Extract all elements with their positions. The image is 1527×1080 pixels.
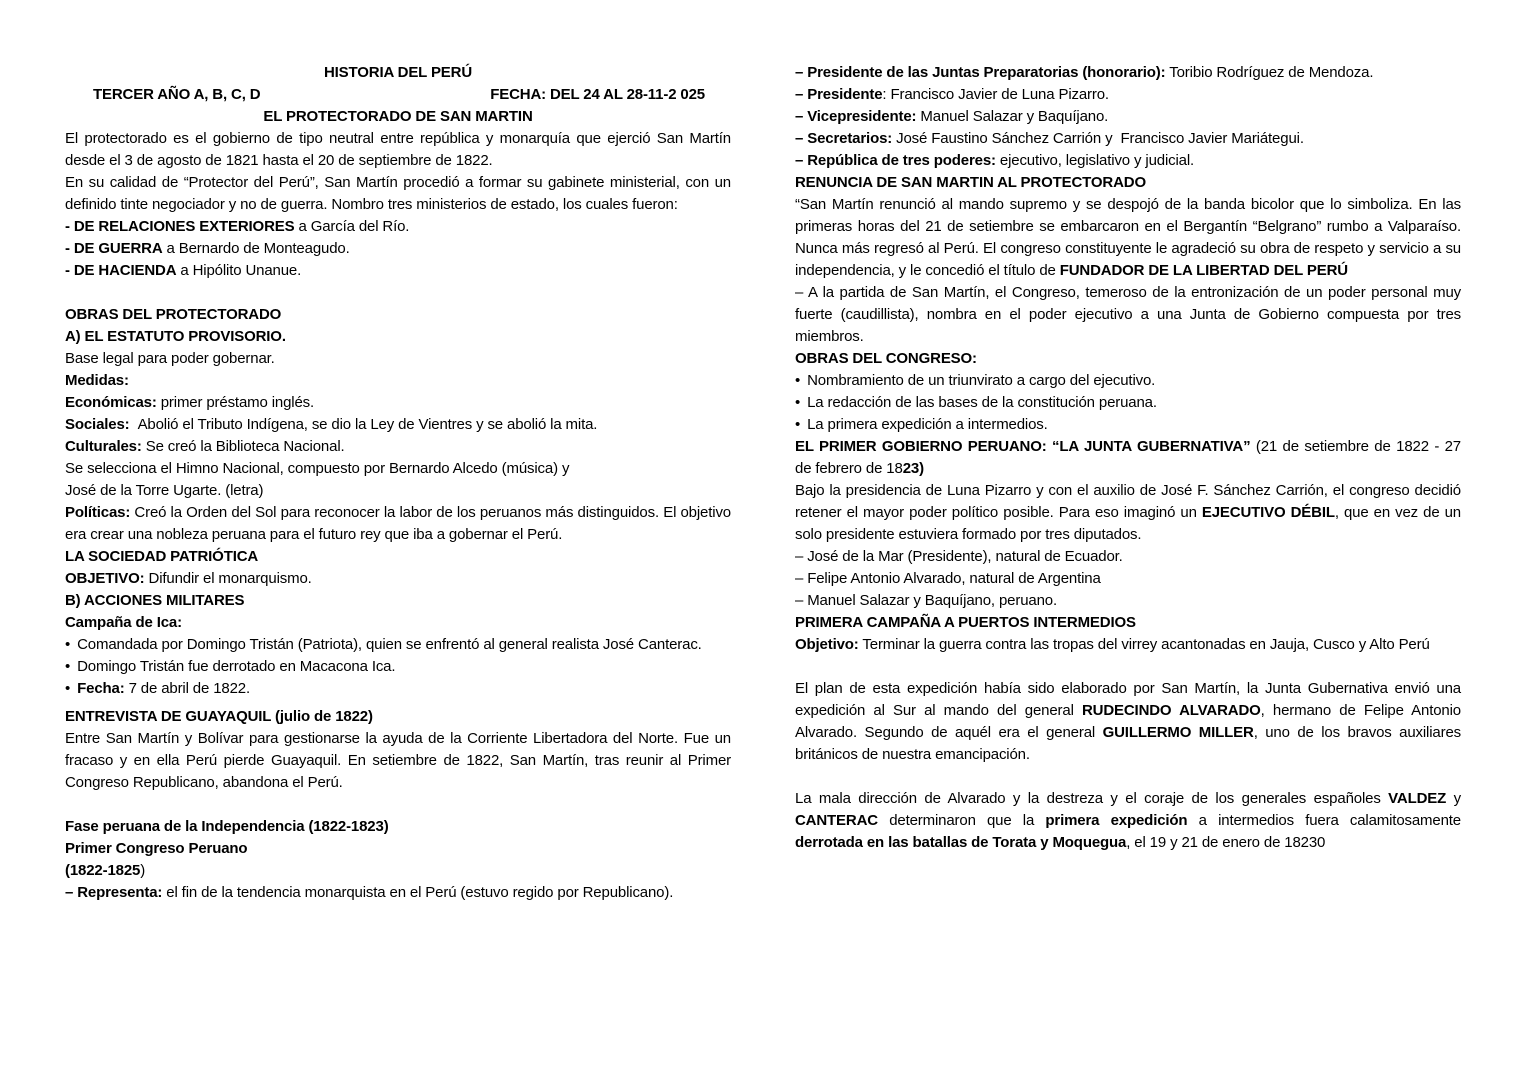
- list-line: [795, 590, 1461, 612]
- paragraph: [795, 436, 1461, 480]
- section-heading: [65, 816, 731, 838]
- paragraph: [65, 392, 731, 414]
- text-run: (21 de setiembre de 1822 - 27 de febrero de 18: [795, 438, 1461, 477]
- text-run: a García del Río.: [294, 218, 410, 235]
- text-run: – A la partida de San Martín, el Congreso, temeroso de la entronización de un poder personal muy fuerte (caudillista), nombra en el poder ejecutivo a una Junta de Gobierno compuesta por tres miembros.: [795, 284, 1461, 345]
- section-heading: [65, 326, 731, 348]
- list-line: [795, 62, 1461, 84]
- paragraph: [65, 458, 731, 480]
- text-run: , hermano de Felipe Antonio Alvarado. Segundo de aquél era el general: [795, 702, 1461, 741]
- text-run-bold: Políticas:: [65, 504, 131, 521]
- text-run-bold: EL PROTECTORADO DE SAN MARTIN: [263, 108, 533, 125]
- list-line: [795, 568, 1461, 590]
- text-run: La primera expedición a intermedios.: [807, 416, 1048, 433]
- text-run: ): [140, 862, 146, 879]
- section-heading: [795, 172, 1461, 194]
- text-run-bold: Representa:: [77, 884, 163, 901]
- list-line: [795, 106, 1461, 128]
- paragraph: [65, 414, 731, 436]
- blank-line: [795, 656, 1461, 678]
- text-run-bold: Objetivo:: [795, 636, 859, 653]
- text-run-bold: EL PRIMER GOBIERNO PERUANO: “LA JUNTA GUBERNATIVA”: [795, 438, 1256, 455]
- text-run: Toribio Rodríguez de Mendoza.: [1165, 64, 1374, 81]
- text-run-bold: VALDEZ: [1388, 790, 1447, 807]
- text-run: primer préstamo inglés.: [156, 394, 315, 411]
- bullet-icon: •: [65, 658, 71, 675]
- paragraph: [65, 728, 731, 794]
- text-run-bold: LA SOCIEDAD PATRIÓTICA: [65, 548, 259, 565]
- text-run-bold: ENTREVISTA DE GUAYAQUIL (julio de 1822): [65, 708, 373, 725]
- text-run: Bajo la presidencia de Luna Pizarro y con el auxilio de José F. Sánchez Carrión, el congreso decidió retener el mayor poder político posible. Para eso imaginó un: [795, 482, 1461, 521]
- section-heading: [65, 838, 731, 860]
- text-run: y: [1446, 790, 1461, 807]
- text-run: En su calidad de “Protector del Perú”, San Martín procedió a formar su gabinete ministerial, con un definido tinte negociador y no de guerra. Nombro tres ministerios de estado, los cuales fueron:: [65, 174, 731, 213]
- text-run-bold: – Presidente: [795, 86, 883, 103]
- text-run: Se selecciona el Himno Nacional, compuesto por Bernardo Alcedo (música) y: [65, 460, 570, 477]
- bullet-icon: •: [65, 680, 71, 697]
- bullet-item: [795, 392, 1461, 414]
- text-run: La mala dirección de Alvarado y la destreza y el coraje de los generales españoles: [795, 790, 1389, 807]
- section-heading: [65, 370, 731, 392]
- text-run-bold: PRIMERA CAMPAÑA A PUERTOS INTERMEDIOS: [795, 614, 1136, 631]
- text-run-bold: – Vicepresidente:: [795, 108, 917, 125]
- text-run: Se creó la Biblioteca Nacional.: [141, 438, 345, 455]
- text-run: : Francisco Javier de Luna Pizarro.: [882, 86, 1109, 103]
- document-subtitle: [65, 106, 731, 128]
- text-run: Manuel Salazar y Baquíjano.: [916, 108, 1109, 125]
- list-line: [795, 150, 1461, 172]
- text-run-bold: Fecha:: [77, 680, 125, 697]
- text-run: José de la Torre Ugarte. (letra): [65, 482, 264, 499]
- blank-line: [65, 282, 731, 304]
- bullet-icon: •: [65, 636, 71, 653]
- text-run: Nombramiento de un triunvirato a cargo del ejecutivo.: [807, 372, 1156, 389]
- bullet-icon: •: [795, 372, 801, 389]
- paragraph: [795, 678, 1461, 766]
- text-run: 7 de abril de 1822.: [124, 680, 250, 697]
- text-run-bold: HISTORIA DEL PERÚ: [323, 64, 473, 81]
- text-run-bold: CANTERAC: [795, 812, 878, 829]
- document-title: [65, 62, 731, 84]
- bullet-icon: •: [795, 394, 801, 411]
- paragraph: [795, 282, 1461, 348]
- text-run-bold: GUILLERMO MILLER: [1102, 724, 1254, 741]
- text-run-bold: Económicas:: [65, 394, 157, 411]
- text-run-bold: – República de tres poderes:: [795, 152, 996, 169]
- text-run: Difundir el monarquismo.: [144, 570, 312, 587]
- section-heading: [65, 612, 731, 634]
- text-run-bold: RENUNCIA DE SAN MARTIN AL PROTECTORADO: [795, 174, 1146, 191]
- text-run-bold: OBJETIVO:: [65, 570, 145, 587]
- list-line: [65, 238, 731, 260]
- header-row: [65, 84, 731, 106]
- section-heading: [65, 546, 731, 568]
- paragraph: [795, 194, 1461, 282]
- text-run-bold: Campaña de Ica:: [65, 614, 182, 631]
- text-run-bold: 23): [902, 460, 924, 477]
- text-run: , el 19 y 21 de enero de 18230: [1126, 834, 1326, 851]
- section-heading: [795, 348, 1461, 370]
- paragraph: [795, 788, 1461, 854]
- text-run: a Hipólito Unanue.: [176, 262, 302, 279]
- bullet-icon: •: [795, 416, 801, 433]
- paragraph: [65, 436, 731, 458]
- text-run: Creó la Orden del Sol para reconocer la labor de los peruanos más distinguidos. El objetivo era crear una nobleza peruana para el futuro rey que iba a gobernar el Perú.: [65, 504, 731, 543]
- paragraph: [795, 480, 1461, 546]
- text-run: Comandada por Domingo Tristán (Patriota), quien se enfrentó al general realista José Canterac.: [77, 636, 702, 653]
- text-run: El plan de esta expedición había sido elaborado por San Martín, la Junta Gubernativa envió una expedición al Sur al mando del general: [795, 680, 1461, 719]
- text-run-bold: –: [65, 884, 78, 901]
- text-run-bold: Primer Congreso Peruano: [65, 840, 248, 857]
- text-run-bold: (1822-1825: [65, 862, 141, 879]
- document-column-right: [795, 62, 1461, 904]
- bullet-item: [65, 678, 731, 700]
- text-run: – José de la Mar (Presidente), natural de Ecuador.: [795, 548, 1123, 565]
- list-line: [65, 260, 731, 282]
- text-run-bold: A) EL ESTATUTO PROVISORIO.: [65, 328, 286, 345]
- text-run: Abolió el Tributo Indígena, se dio la Ley de Vientres y se abolió la mita.: [129, 416, 598, 433]
- text-run: , uno de los bravos auxiliares británicos de nuestra emancipación.: [795, 724, 1461, 763]
- section-heading: [795, 612, 1461, 634]
- paragraph: [795, 634, 1461, 656]
- list-line: [795, 128, 1461, 150]
- section-heading: [65, 860, 731, 882]
- text-run-bold: Medidas:: [65, 372, 129, 389]
- text-run-bold: OBRAS DEL PROTECTORADO: [65, 306, 282, 323]
- header-cell: TERCER AÑO A, B, C, D: [93, 86, 261, 103]
- text-run-bold: Sociales:: [65, 416, 130, 433]
- text-run: La redacción de las bases de la constitución peruana.: [807, 394, 1157, 411]
- paragraph: [65, 348, 731, 370]
- bullet-item: [65, 634, 731, 656]
- bullet-item: [65, 656, 731, 678]
- blank-line: [795, 766, 1461, 788]
- text-run: el fin de la tendencia monarquista en el Perú (estuvo regido por Republicano).: [162, 884, 674, 901]
- text-run-bold: - DE GUERRA: [65, 240, 163, 257]
- text-run-bold: Culturales:: [65, 438, 142, 455]
- text-run-bold: OBRAS DEL CONGRESO:: [795, 350, 977, 367]
- blank-line: [65, 794, 731, 816]
- text-run-bold: - DE RELACIONES EXTERIORES: [65, 218, 295, 235]
- text-run: , que en vez de un solo presidente estuviera formado por tres diputados.: [795, 504, 1461, 543]
- paragraph: [65, 502, 731, 546]
- paragraph: [65, 568, 731, 590]
- text-run-bold: – Presidente de las Juntas Preparatorias (honorario):: [795, 64, 1166, 81]
- section-heading: [65, 590, 731, 612]
- bullet-item: [795, 414, 1461, 436]
- section-heading: [65, 706, 731, 728]
- text-run: ejecutivo, legislativo y judicial.: [995, 152, 1195, 169]
- text-run: José Faustino Sánchez Carrión y Francisco Javier Mariátegui.: [892, 130, 1304, 147]
- text-run-bold: EJECUTIVO DÉBIL: [1201, 504, 1335, 521]
- header-cell: FECHA: DEL 24 AL 28-11-2 025: [490, 86, 705, 103]
- text-run-bold: – Secretarios:: [795, 130, 893, 147]
- text-run-bold: Fase peruana de la Independencia (1822-1823): [65, 818, 389, 835]
- list-line: [795, 546, 1461, 568]
- text-run: Entre San Martín y Bolívar para gestionarse la ayuda de la Corriente Libertadora del Norte. Fue un fracaso y en ella Perú pierde Guayaquil. En setiembre de 1822, San Martín, tras reunir al Primer Congreso Republicano, abandona el Perú.: [65, 730, 731, 791]
- text-run: a intermedios fuera calamitosamente: [1187, 812, 1461, 829]
- paragraph: [65, 882, 731, 904]
- text-run: El protectorado es el gobierno de tipo neutral entre república y monarquía que ejerció San Martín desde el 3 de agosto de 1821 hasta el 20 de septiembre de 1822.: [65, 130, 731, 169]
- text-run-bold: FUNDADOR DE LA LIBERTAD DEL PERÚ: [1059, 262, 1348, 279]
- text-run: – Manuel Salazar y Baquíjano, peruano.: [795, 592, 1057, 609]
- text-run-bold: - DE HACIENDA: [65, 262, 177, 279]
- paragraph: [65, 172, 731, 216]
- text-run: – Felipe Antonio Alvarado, natural de Argentina: [795, 570, 1101, 587]
- text-run-bold: primera expedición: [1045, 812, 1188, 829]
- list-line: [65, 216, 731, 238]
- paragraph: [65, 480, 731, 502]
- text-run: “San Martín renunció al mando supremo y se despojó de la banda bicolor que lo simboliza. En las primeras horas del 21 de setiembre se embarcaron en el Bergantín “Belgrano” rumbo a Valparaíso. Nunca más regresó al Perú. El congreso constituyente le agradeció su obra de respeto y servicio a su independencia, y le concedió el título de: [795, 196, 1461, 279]
- list-line: [795, 84, 1461, 106]
- text-run-bold: B) ACCIONES MILITARES: [65, 592, 245, 609]
- bullet-item: [795, 370, 1461, 392]
- text-run: Terminar la guerra contra las tropas del virrey acantonadas en Jauja, Cusco y Alto Perú: [858, 636, 1430, 653]
- section-heading: [65, 304, 731, 326]
- text-run: determinaron que la: [877, 812, 1046, 829]
- document-column-left: [65, 62, 731, 904]
- text-run: Domingo Tristán fue derrotado en Macacona Ica.: [77, 658, 396, 675]
- text-run: a Bernardo de Monteagudo.: [162, 240, 350, 257]
- text-run: Base legal para poder gobernar.: [65, 350, 275, 367]
- text-run-bold: RUDECINDO ALVARADO: [1081, 702, 1261, 719]
- text-run-bold: derrotada en las batallas de Torata y Moquegua: [795, 834, 1127, 851]
- paragraph: [65, 128, 731, 172]
